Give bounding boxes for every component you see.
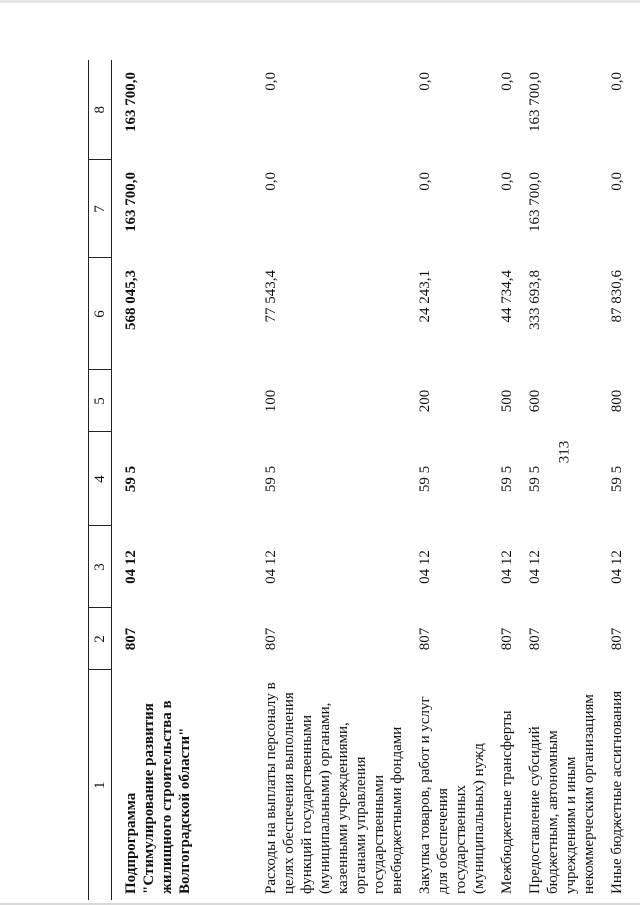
cell-c2: 807	[527, 627, 543, 651]
col-number-4: 4	[89, 432, 112, 526]
cell-c5: 800	[609, 389, 625, 413]
cell-c8: 0,0	[417, 72, 433, 91]
cell-c4: 59 5	[417, 465, 433, 493]
cell-c4: 59 5	[123, 465, 139, 493]
cell-c8: 163 700,0	[527, 72, 543, 132]
column-number-row	[89, 60, 112, 900]
cell-c8: 163 700,0	[123, 72, 139, 132]
cell-c7: 0,0	[499, 172, 515, 191]
cell-c4: 59 5	[263, 465, 279, 493]
table-row-subprogram	[112, 60, 253, 900]
table-row	[406, 60, 488, 900]
cell-c8: 0,0	[263, 72, 279, 91]
cell-c2: 807	[123, 627, 139, 651]
cell-c2: 807	[499, 627, 515, 651]
cell-c6: 77 543,4	[263, 270, 279, 323]
row-name: Иные бюджетные ассигнования	[609, 690, 625, 894]
cell-c7: 163 700,0	[123, 172, 139, 232]
cell-c5: 600	[527, 389, 543, 413]
cell-c7: 0,0	[417, 172, 433, 191]
cell-c2: 807	[417, 627, 433, 651]
row-name: Закупка товаров, работ и услуг для обеспечения государственных (муниципальных) нужд	[417, 696, 487, 894]
cell-c3: 04 12	[123, 550, 139, 584]
cell-c5	[112, 370, 253, 432]
cell-c4: 59 5	[499, 465, 515, 493]
cell-c6: 333 693,8	[527, 270, 543, 330]
cell-c8: 0,0	[499, 72, 515, 91]
col-number-6: 6	[89, 258, 112, 370]
cell-c4: 59 5	[609, 465, 625, 493]
cell-c5: 200	[417, 389, 433, 413]
cell-c3: 04 12	[609, 550, 625, 584]
row-name: Подпрограмма "Стимулирование развития жилищного строительства в Волгоградской области"	[123, 700, 193, 894]
cell-c8: 0,0	[609, 72, 625, 91]
cell-c6: 24 243,1	[417, 270, 433, 323]
scan-edge-top	[0, 0, 640, 3]
table-row	[252, 60, 406, 900]
table-row	[516, 60, 598, 900]
cell-c6: 87 830,6	[609, 270, 625, 323]
cell-c4: 59 5	[527, 465, 543, 493]
cell-c2: 807	[263, 627, 279, 651]
row-name: Расходы на выплаты персоналу в целях обеспечения выполнения функций государственными (муниципальными) органами, казенными учреждениями, органами управления государственными внебюджетными фондами	[263, 682, 405, 894]
col-number-1: 1	[89, 670, 112, 900]
col-number-5: 5	[89, 370, 112, 432]
col-number-3: 3	[89, 526, 112, 608]
cell-c6: 568 045,3	[123, 270, 139, 330]
col-number-8: 8	[89, 60, 112, 160]
cell-c5: 100	[263, 389, 279, 413]
row-name: Предоставление субсидий бюджетным, автономным учреждениям и иным некоммерческим организациям	[527, 694, 597, 894]
table-row	[598, 60, 626, 900]
cell-c3: 04 12	[527, 550, 543, 584]
cell-c3: 04 12	[499, 550, 515, 584]
cell-c7: 0,0	[263, 172, 279, 191]
cell-c3: 04 12	[263, 550, 279, 584]
row-name: Межбюджетные трансферты	[499, 710, 515, 894]
budget-table	[88, 60, 626, 900]
page-number: 313	[556, 440, 573, 464]
table-row	[488, 60, 516, 900]
col-number-7: 7	[89, 160, 112, 258]
cell-c7: 163 700,0	[527, 172, 543, 232]
cell-c7: 0,0	[609, 172, 625, 191]
cell-c6: 44 734,4	[499, 270, 515, 323]
col-number-2: 2	[89, 608, 112, 670]
cell-c5: 500	[499, 389, 515, 413]
rotated-page	[88, 60, 632, 900]
cell-c2: 807	[609, 627, 625, 651]
cell-c3: 04 12	[417, 550, 433, 584]
